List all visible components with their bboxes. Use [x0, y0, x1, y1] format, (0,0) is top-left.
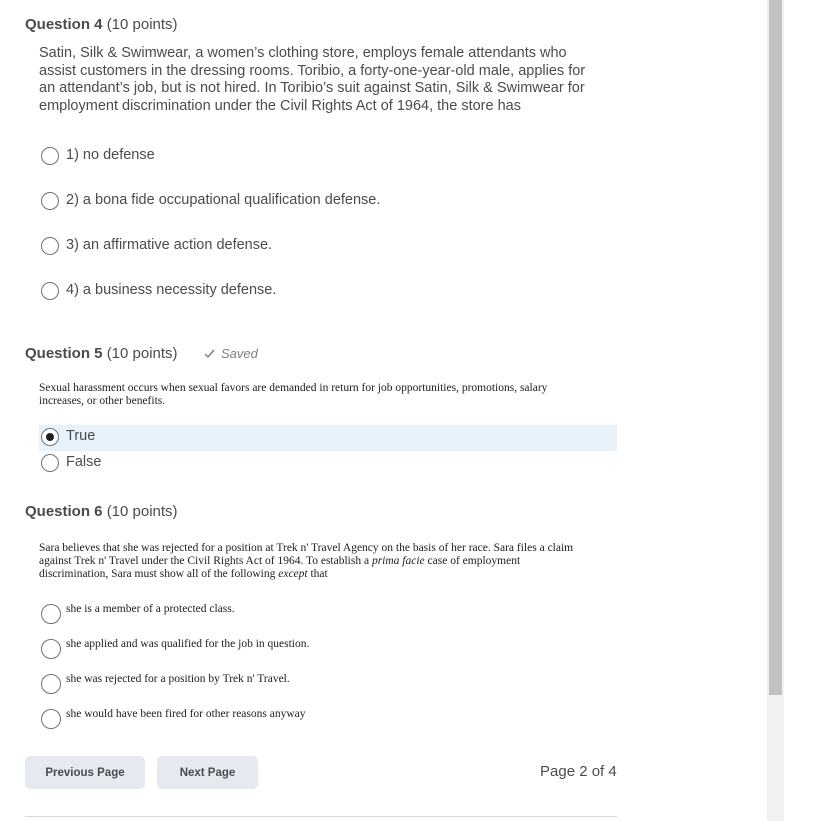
- q4-option-2-label[interactable]: 2) a bona fide occupational qualification defense.: [66, 192, 381, 208]
- q6-option-1-radio[interactable]: [41, 604, 61, 624]
- page-indicator: Page 2 of 4: [540, 763, 617, 780]
- q4-option-4-label[interactable]: 4) a business necessity defense.: [66, 282, 277, 298]
- bottom-divider: [25, 816, 617, 817]
- q4-stem-line: assist customers in the dressing rooms. Toribio, a forty-one-year-old male, applies for: [39, 62, 586, 79]
- next-page-button[interactable]: Next Page: [157, 756, 258, 789]
- q4-points: (10 points): [106, 16, 178, 33]
- q6-stem: [39, 542, 619, 581]
- q5-stem-line: Sexual harassment occurs when sexual favors are demanded in return for job opportunities, promotions, salary: [39, 382, 548, 394]
- q6-stem-text: case of employment: [424, 555, 521, 567]
- scrollbar-thumb[interactable]: [769, 0, 782, 695]
- q5-option-false-radio[interactable]: [41, 454, 59, 472]
- q6-option-4-radio[interactable]: [41, 709, 61, 729]
- checkmark-icon: [204, 348, 215, 359]
- q4-option-2-radio[interactable]: [41, 192, 59, 210]
- q4-option-1-label[interactable]: 1) no defense: [66, 147, 155, 163]
- q4-heading: [25, 16, 178, 33]
- q6-title: Question 6: [25, 503, 103, 520]
- q5-option-true-label[interactable]: True: [66, 428, 96, 444]
- q6-option-4-label[interactable]: she would have been fired for other reasons anyway: [66, 708, 306, 720]
- q5-title: Question 5: [25, 345, 103, 362]
- q6-points: (10 points): [106, 503, 178, 520]
- q6-stem-emphasis: except: [278, 568, 308, 580]
- q5-option-true-radio[interactable]: [41, 428, 59, 446]
- previous-page-button[interactable]: Previous Page: [25, 756, 145, 789]
- q6-stem-text: that: [307, 568, 328, 580]
- saved-label: Saved: [221, 346, 258, 361]
- q4-option-3-label[interactable]: 3) an affirmative action defense.: [66, 237, 273, 253]
- q4-stem: [39, 45, 619, 116]
- q6-stem-line: [39, 568, 619, 581]
- q5-stem-line: increases, or other benefits.: [39, 395, 166, 407]
- q6-option-1-label[interactable]: she is a member of a protected class.: [66, 603, 235, 615]
- q4-title: Question 4: [25, 16, 103, 33]
- q5-option-false-label[interactable]: False: [66, 454, 102, 470]
- q4-stem-line: an attendant’s job, but is not hired. In Toribio’s suit against Satin, Silk & Swimwear for: [39, 80, 585, 97]
- q6-option-3-label[interactable]: she was rejected for a position by Trek n' Travel.: [66, 673, 290, 685]
- q6-stem-line: [39, 555, 619, 568]
- q4-option-3-radio[interactable]: [41, 237, 59, 255]
- q4-option-1-radio[interactable]: [41, 147, 59, 165]
- q6-option-3-radio[interactable]: [41, 674, 61, 694]
- q4-option-4-radio[interactable]: [41, 282, 59, 300]
- saved-status: [204, 346, 258, 361]
- q6-heading: [25, 503, 178, 520]
- q6-option-2-radio[interactable]: [41, 639, 61, 659]
- q6-stem-text: against Trek n' Travel under the Civil Rights Act of 1964. To establish a: [39, 555, 372, 567]
- q4-stem-line: Satin, Silk & Swimwear, a women’s clothing store, employs female attendants who: [39, 45, 567, 61]
- q6-stem-text: discrimination, Sara must show all of the following: [39, 568, 279, 580]
- q6-stem-emphasis: prima facie: [371, 555, 425, 567]
- q5-heading: [25, 345, 178, 362]
- q4-stem-line: employment discrimination under the Civil Rights Act of 1964, the store has: [39, 98, 521, 115]
- q6-option-2-label[interactable]: she applied and was qualified for the job in question.: [66, 638, 310, 650]
- q6-stem-line: Sara believes that she was rejected for a position at Trek n' Travel Agency on the basis of her race. Sara files a claim: [39, 542, 574, 554]
- q5-points: (10 points): [106, 345, 178, 362]
- q5-stem: [39, 382, 619, 408]
- q5-selected-option-highlight: [39, 425, 617, 451]
